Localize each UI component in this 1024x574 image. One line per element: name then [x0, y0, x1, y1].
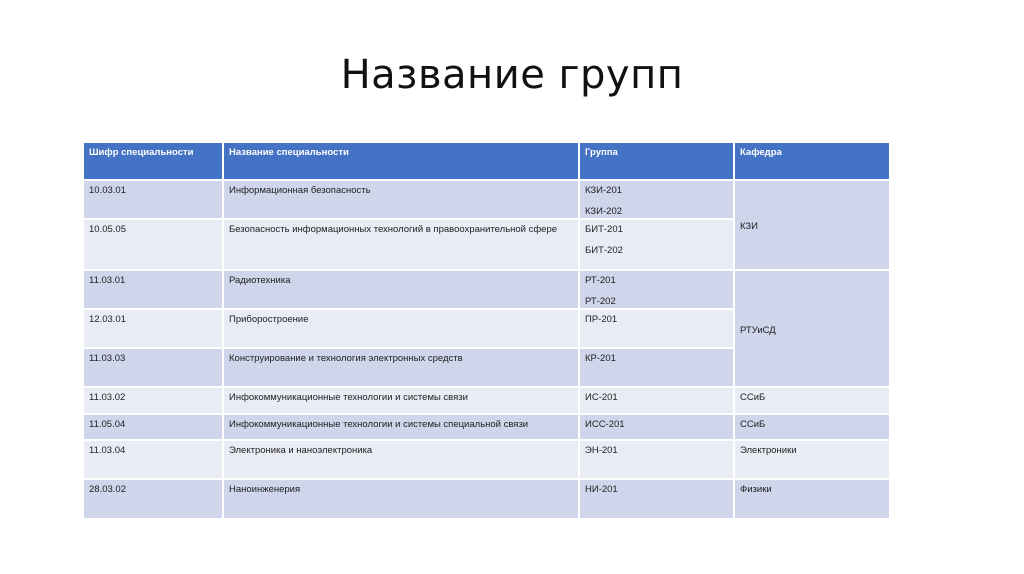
group-label: РТ-202	[585, 296, 616, 307]
cell-group	[579, 180, 734, 219]
cell-name: Электроника и наноэлектроника	[223, 440, 579, 479]
cell-name: Инфокоммуникационные технологии и системы связи	[223, 387, 579, 414]
cell-name: Инфокоммуникационные технологии и системы специальной связи	[223, 414, 579, 440]
cell-department: ССиБ	[734, 414, 890, 440]
group-label: КЗИ-202	[585, 206, 623, 217]
header-department: Кафедра	[734, 142, 890, 180]
cell-code: 10.03.01	[83, 180, 223, 219]
cell-group: КР-201	[579, 348, 734, 387]
cell-group: ПР-201	[579, 309, 734, 348]
group-label: РТ-201	[585, 275, 616, 286]
cell-name: Приборостроение	[223, 309, 579, 348]
table-row	[83, 180, 890, 219]
cell-code: 11.03.01	[83, 270, 223, 309]
cell-name: Наноинженерия	[223, 479, 579, 519]
header-name: Название специальности	[223, 142, 579, 180]
header-group: Группа	[579, 142, 734, 180]
cell-code: 12.03.01	[83, 309, 223, 348]
cell-group: НИ-201	[579, 479, 734, 519]
group-label: БИТ-201	[585, 224, 623, 235]
cell-department: Физики	[734, 479, 890, 519]
cell-department: РТУиСД	[734, 270, 890, 387]
cell-group: ИС-201	[579, 387, 734, 414]
cell-group	[579, 219, 734, 270]
table-row	[83, 270, 890, 309]
table-row	[83, 414, 890, 440]
cell-name: Безопасность информационных технологий в правоохранительной сфере	[223, 219, 579, 270]
cell-department: Электроники	[734, 440, 890, 479]
table-row	[83, 387, 890, 414]
groups-table	[82, 141, 891, 520]
cell-code: 11.03.02	[83, 387, 223, 414]
table-row	[83, 479, 890, 519]
cell-group	[579, 270, 734, 309]
cell-name: Конструирование и технология электронных средств	[223, 348, 579, 387]
group-label: БИТ-202	[585, 245, 623, 256]
cell-name: Информационная безопасность	[223, 180, 579, 219]
cell-code: 10.05.05	[83, 219, 223, 270]
header-code: Шифр специальности	[83, 142, 223, 180]
cell-code: 11.03.04	[83, 440, 223, 479]
cell-department: КЗИ	[734, 180, 890, 270]
cell-code: 28.03.02	[83, 479, 223, 519]
slide-title: Название групп	[340, 52, 684, 98]
cell-group: ИСС-201	[579, 414, 734, 440]
cell-name: Радиотехника	[223, 270, 579, 309]
group-label: КЗИ-201	[585, 185, 623, 196]
cell-code: 11.05.04	[83, 414, 223, 440]
cell-department: ССиБ	[734, 387, 890, 414]
table-header-row	[83, 142, 890, 180]
table-row	[83, 440, 890, 479]
cell-group: ЭН-201	[579, 440, 734, 479]
cell-code: 11.03.03	[83, 348, 223, 387]
